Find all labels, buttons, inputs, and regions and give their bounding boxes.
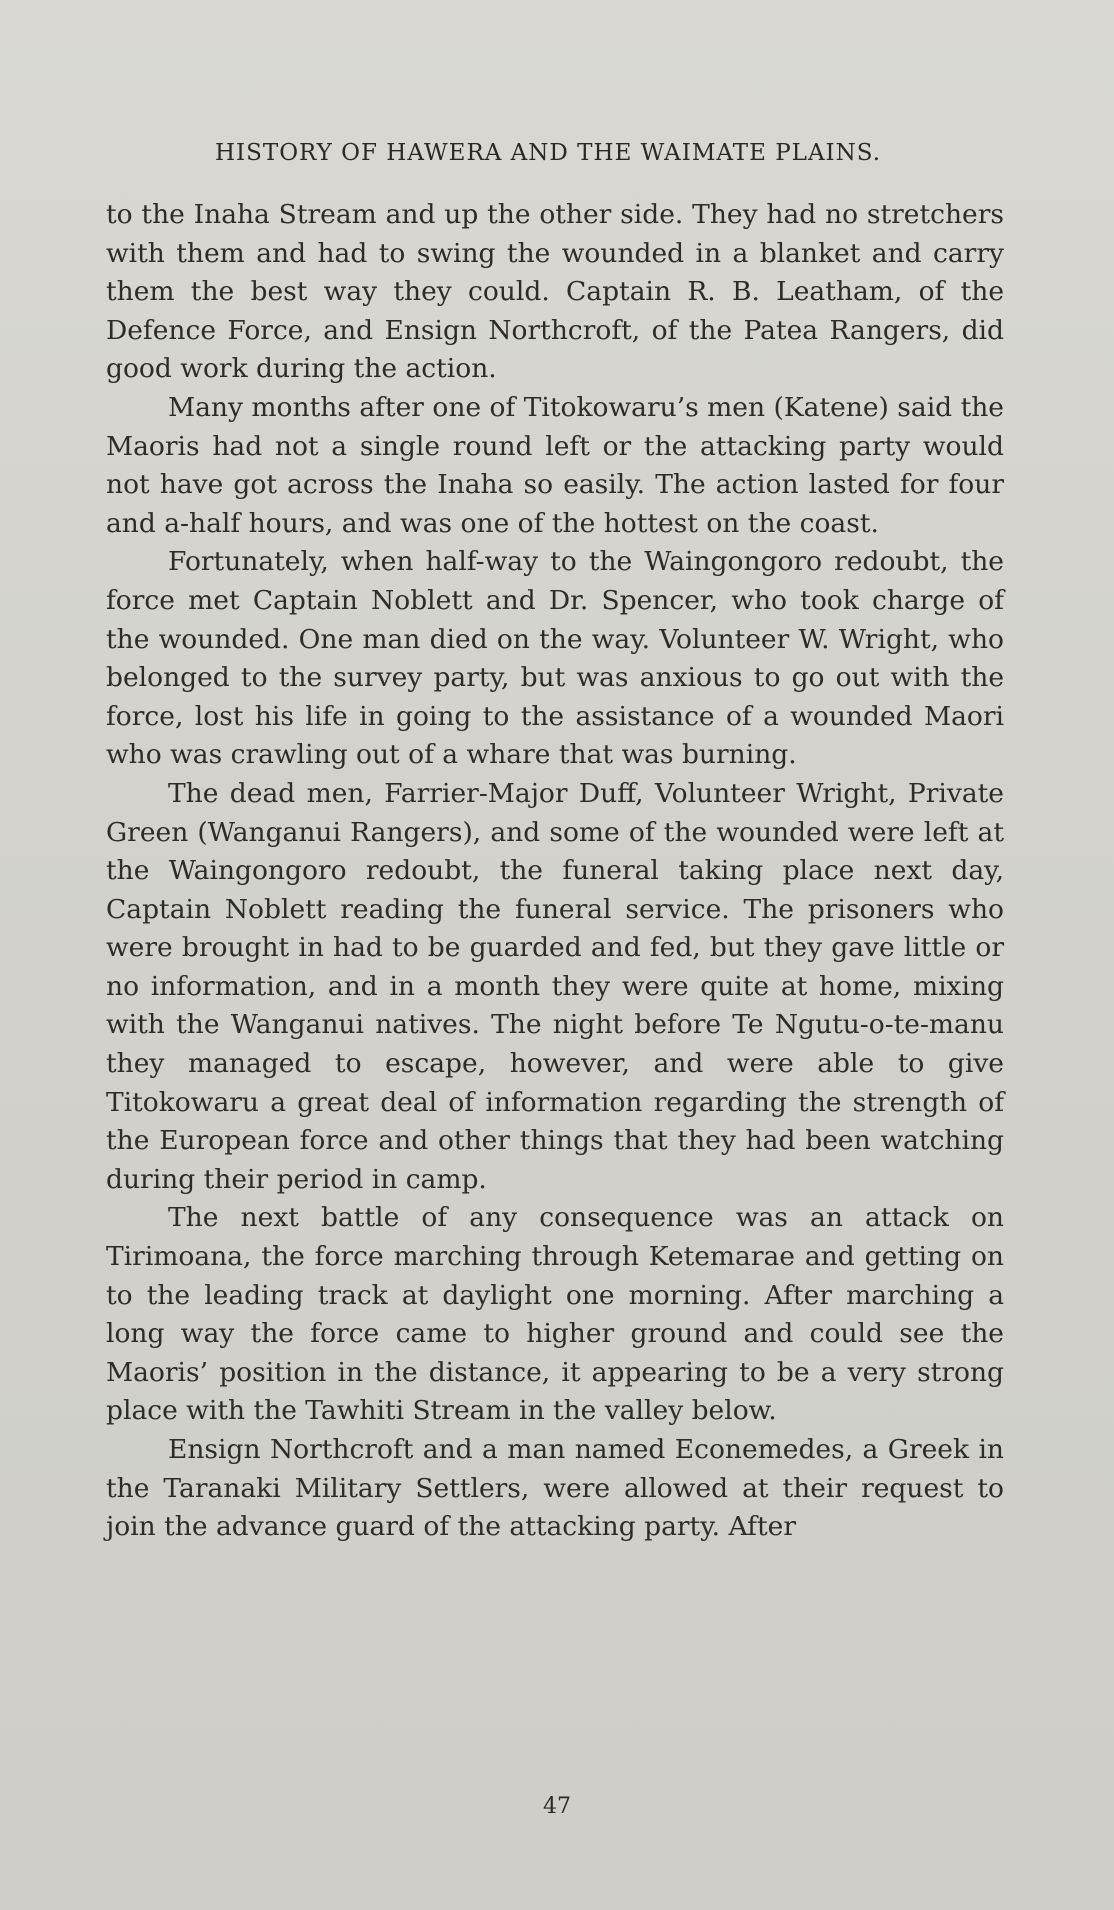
running-head: HISTORY OF HAWERA AND THE WAIMATE PLAINS. [214, 140, 882, 166]
body-text [106, 196, 1004, 1547]
paragraph-3: Fortunately, when half-way to the Waingongoro redoubt, the force met Captain Noblett and Dr. Spencer, who took charge of the wounded. One man died on the way. Volunteer W. Wright, who belonged to the survey party, but was anxious to go out with the force, lost his life in going to the assistance of a wounded Maori who was crawling out of a whare that was burning. [106, 546, 1004, 771]
paragraph-2: Many months after one of Titokowaru’s men (Katene) said the Maoris had not a single round left or the attacking party would not have got across the Inaha so easily. The action lasted for four and a-half hours, and was one of the hottest on the coast. [106, 391, 1004, 539]
paragraph-5: The next battle of any consequence was an attack on Tirimoana, the force marching through Ketemarae and getting on to the leading track at daylight one morning. After marching a long way the force came to higher ground and could see the Maoris’ position in the distance, it appearing to be a very strong place with the Tawhiti Stream in the valley below. [106, 1202, 1004, 1427]
paragraph-1: to the Inaha Stream and up the other side. They had no stretchers with them and had to swing the wounded in a blanket and carry them the best way they could. Captain R. B. Leatham, of the Defence Force, and Ensign Northcroft, of the Patea Rangers, did good work during the action. [106, 199, 1004, 385]
page-number: 47 [543, 1794, 571, 1819]
paragraph-6: Ensign Northcroft and a man named Econemedes, a Greek in the Taranaki Military Settlers, were allowed at their request to join the advance guard of the attacking party. After [106, 1434, 1004, 1543]
paragraph-4: The dead men, Farrier-Major Duff, Volunteer Wright, Private Green (Wanganui Rangers), and some of the wounded were left at the Waingongoro redoubt, the funeral taking place next day, Captain Noblett reading the funeral service. The prisoners who were brought in had to be guarded and fed, but they gave little or no information, and in a month they were quite at home, mixing with the Wanganui natives. The night before Te Ngutu-o-te-manu they managed to escape, however, and were able to give Titokowaru a great deal of information regarding the strength of the European force and other things that they had been watching during their period in camp. [106, 777, 1004, 1195]
